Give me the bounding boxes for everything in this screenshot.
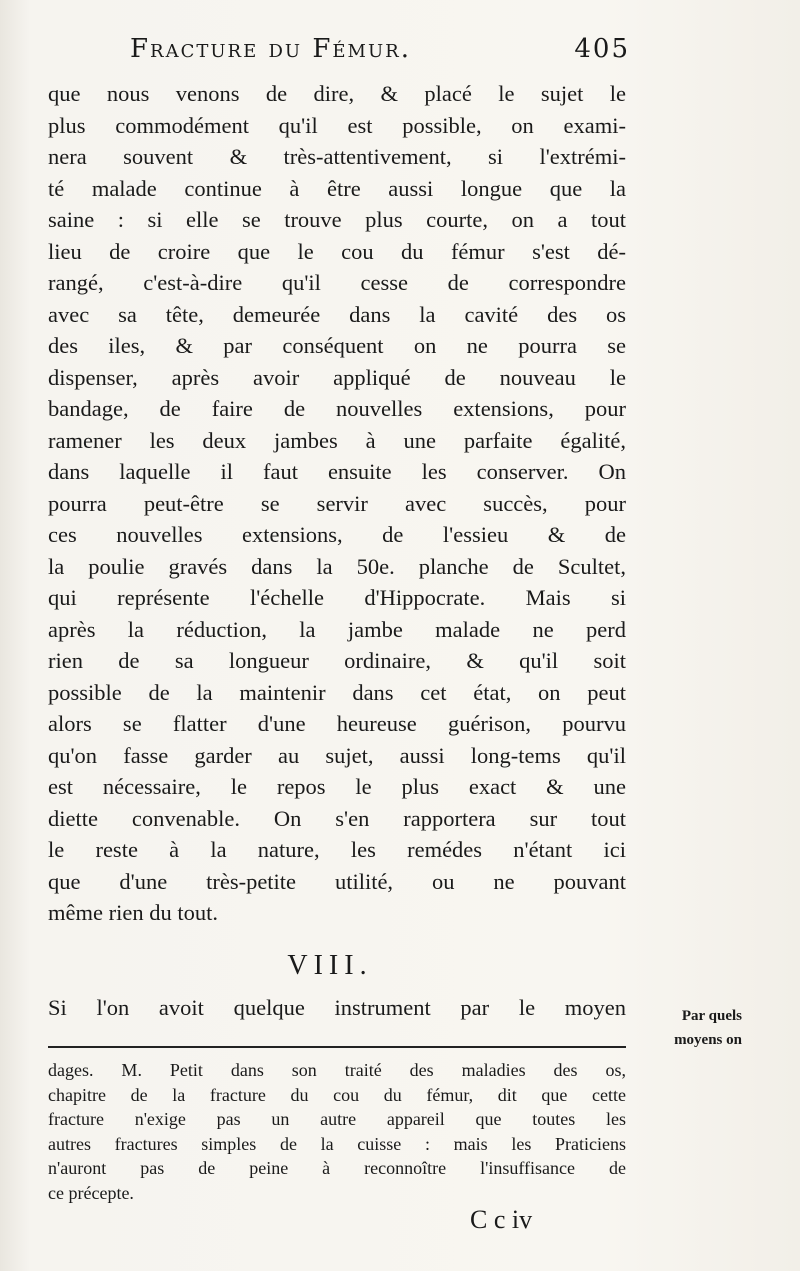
text-line: diette convenable. On s'en rapportera sur tout <box>48 805 626 831</box>
text-line: plus commodément qu'il est possible, on exami- <box>48 112 626 138</box>
body-text <box>48 78 626 929</box>
footnote-line: ce précepte. <box>48 1182 134 1203</box>
footnote-line: dages. M. Petit dans son traité des maladies des os, <box>48 1060 626 1080</box>
text-line: après la réduction, la jambe malade ne perd <box>48 616 626 642</box>
footnote-line: chapitre de la fracture du cou du fémur, dit que cette <box>48 1084 626 1105</box>
text-line: qu'on fasse garder au sujet, aussi long-tems qu'il <box>48 742 626 768</box>
section-number: VIII. <box>287 950 373 981</box>
signature-mark: C c iv <box>470 1205 533 1234</box>
text-line: que d'une très-petite utilité, ou ne pouvant <box>48 868 626 894</box>
margin-note-line: moyens on <box>674 1032 742 1048</box>
text-line: possible de la maintenir dans cet état, on peut <box>48 679 626 705</box>
text-line: rangé, c'est-à-dire qu'il cesse de correspondre <box>48 270 626 295</box>
footnote-line: autres fractures simples de la cuisse : mais les Praticiens <box>48 1133 626 1154</box>
section-first-line: Si l'on avoit quelque instrument par le moyen <box>48 995 626 1020</box>
margin-note-line: Par quels <box>681 1008 742 1024</box>
text-line: dans laquelle il faut ensuite les conserver. On <box>48 459 626 484</box>
footnote-rule <box>48 1046 626 1048</box>
text-line: qui représente l'échelle d'Hippocrate. Mais si <box>48 585 626 610</box>
text-line: ces nouvelles extensions, de l'essieu & de <box>48 522 626 547</box>
text-line: saine : si elle se trouve plus courte, on a tout <box>48 207 626 232</box>
text-line: le reste à la nature, les remédes n'étant ici <box>48 837 626 862</box>
text-line: bandage, de faire de nouvelles extensions, pour <box>48 396 626 421</box>
text-line: ramener les deux jambes à une parfaite égalité, <box>48 427 626 453</box>
text-line: que nous venons de dire, & placé le sujet le <box>48 81 626 106</box>
text-line: dispenser, après avoir appliqué de nouveau le <box>48 364 626 390</box>
text-line: rien de sa longueur ordinaire, & qu'il soit <box>48 648 626 673</box>
text-line: té malade continue à être aussi longue que la <box>48 175 626 201</box>
text-line: avec sa tête, demeurée dans la cavité des os <box>48 301 626 327</box>
margin-note <box>632 1004 742 1052</box>
running-head <box>130 34 630 74</box>
text-line: lieu de croire que le cou du fémur s'est dé- <box>48 238 626 264</box>
text-line-last: même rien du tout. <box>48 900 218 925</box>
text-line: nera souvent & très-attentivement, si l'extrémi- <box>48 144 626 169</box>
text-line: alors se flatter d'une heureuse guérison, pourvu <box>48 711 626 736</box>
text-line: est nécessaire, le repos le plus exact & une <box>48 774 626 799</box>
text-line: pourra peut-être se servir avec succès, pour <box>48 490 626 516</box>
running-head-title: Fracture du Fémur. <box>130 34 411 64</box>
text-line: la poulie gravés dans la 50e. planche de Scultet, <box>48 553 626 579</box>
footnote-line: fracture n'exige pas un autre appareil que toutes les <box>48 1109 626 1129</box>
footnote-line: n'auront pas de peine à reconnoître l'insuffisance de <box>48 1158 626 1178</box>
page-number: 405 <box>574 34 630 64</box>
text-line: des iles, & par conséquent on ne pourra se <box>48 333 626 358</box>
footnote <box>48 1058 626 1205</box>
